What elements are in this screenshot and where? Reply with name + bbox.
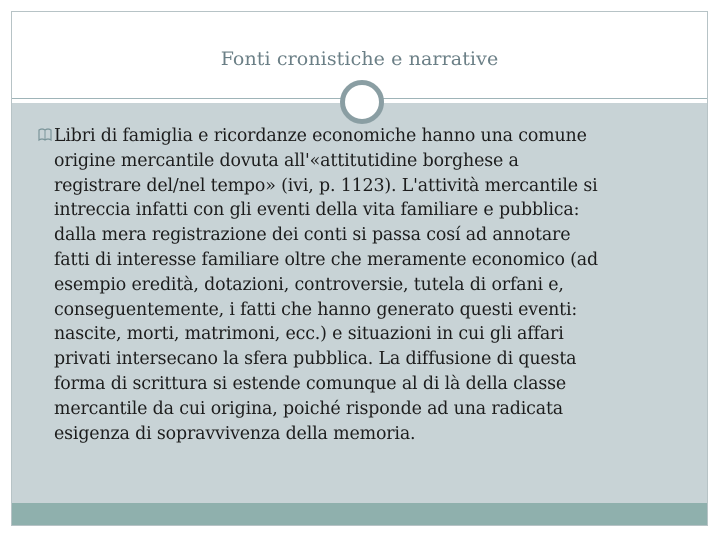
circle-divider-icon	[340, 80, 384, 124]
text-line: registrare del/nel tempo» (ivi, p. 1123). L'attività mercantile si	[54, 175, 598, 196]
text-line: nascite, morti, matrimoni, ecc.) e situazioni in cui gli affari	[54, 324, 564, 345]
slide-title: Fonti cronistiche e narrative	[220, 48, 499, 70]
text-line: conseguentemente, i fatti che hanno generato questi eventi:	[54, 299, 578, 320]
bullet-item	[38, 124, 688, 446]
text-line: esigenza di sopravvivenza della memoria.	[54, 423, 416, 444]
text-line: esempio eredità, dotazioni, controversie, tutela di orfani e,	[54, 274, 564, 295]
bullet-text	[54, 124, 688, 446]
text-line: Libri di famiglia e ricordanze economiche hanno una comune	[54, 126, 587, 146]
text-line: mercantile da cui origina, poiché risponde ad una radicata	[54, 398, 564, 419]
text-line: dalla mera registrazione dei conti si passa cosí ad annotare	[54, 225, 571, 246]
text-line: fatti di interesse familiare oltre che meramente economico (ad	[54, 249, 599, 270]
open-book-bullet-icon	[38, 126, 52, 144]
bottom-band	[12, 503, 707, 525]
text-line: forma di scrittura si estende comunque al di là della classe	[54, 373, 567, 394]
text-line: origine mercantile dovuta all'«attitutidine borghese a	[54, 150, 519, 171]
text-line: intreccia infatti con gli eventi della vita familiare e pubblica:	[54, 200, 580, 221]
text-line: privati intersecano la sfera pubblica. La diffusione di questa	[54, 349, 577, 370]
